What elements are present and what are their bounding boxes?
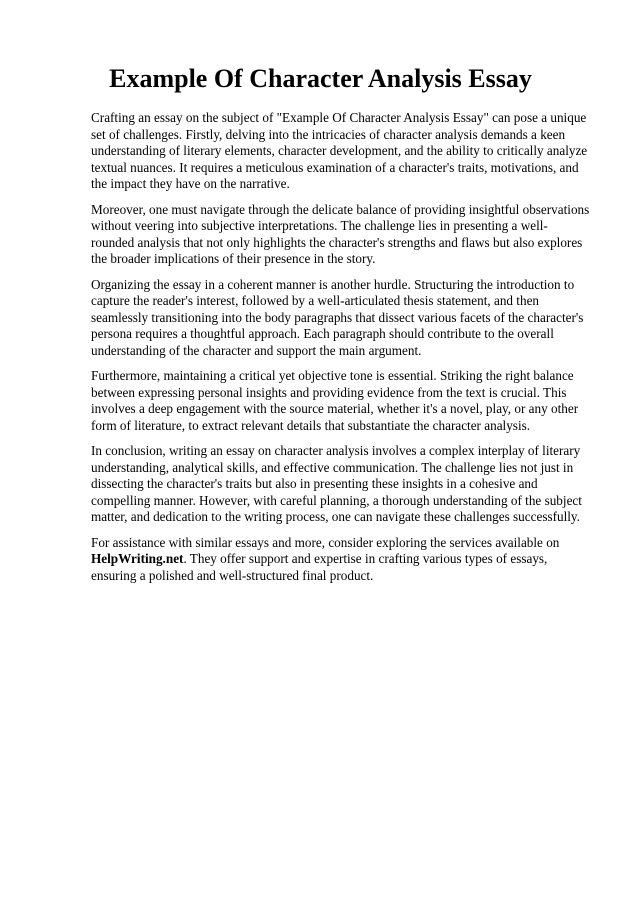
helpwriting-link[interactable]: HelpWriting.net [91,551,184,566]
closing-text-after: . They offer support and expertise in crafting various types of essays, ensuring a polished and well-structured final product. [91,551,548,583]
paragraph-2: Moreover, one must navigate through the delicate balance of providing insightful observations without veering into subjective interpretations. The challenge lies in presenting a well-rounded analysis that not only highlights the character's strengths and flaws but also explores the broader implications of their presence in the story. [91,201,590,266]
paragraph-4: Furthermore, maintaining a critical yet objective tone is essential. Striking the right balance between expressing personal insights and providing evidence from the text is crucial. This involves a deep engagement with the source material, whether it's a novel, play, or any other form of literature, to extract relevant details that substantiate the character analysis. [91,368,579,433]
paragraph-1: Crafting an essay on the subject of "Example Of Character Analysis Essay" can pose a unique set of challenges. Firstly, delving into the intricacies of character analysis demands a keen understanding of literary elements, character development, and the ability to critically analyze textual nuances. It requires a meticulous examination of a character's traits, motivations, and the impact they have on the narrative. [91,110,588,191]
paragraph-5: In conclusion, writing an essay on character analysis involves a complex interplay of literary understanding, analytical skills, and effective communication. The challenge lies not just in dissecting the character's traits but also in presenting these insights in a cohesive and compelling manner. However, with careful planning, a thorough understanding of the subject matter, and dedication to the writing process, one can navigate these challenges successfully. [91,443,582,524]
document-title: Example Of Character Analysis Essay [109,64,532,93]
closing-paragraph [91,535,590,585]
closing-text-before: For assistance with similar essays and more, consider exploring the services available on [91,534,560,550]
paragraph-3: Organizing the essay in a coherent manner is another hurdle. Structuring the introduction to capture the reader's interest, followed by a well-articulated thesis statement, and then seamlessly transitioning into the body paragraphs that dissect various facets of the character's persona requires a thoughtful approach. Each paragraph should contribute to the overall understanding of the character and support the main argument. [91,276,584,358]
